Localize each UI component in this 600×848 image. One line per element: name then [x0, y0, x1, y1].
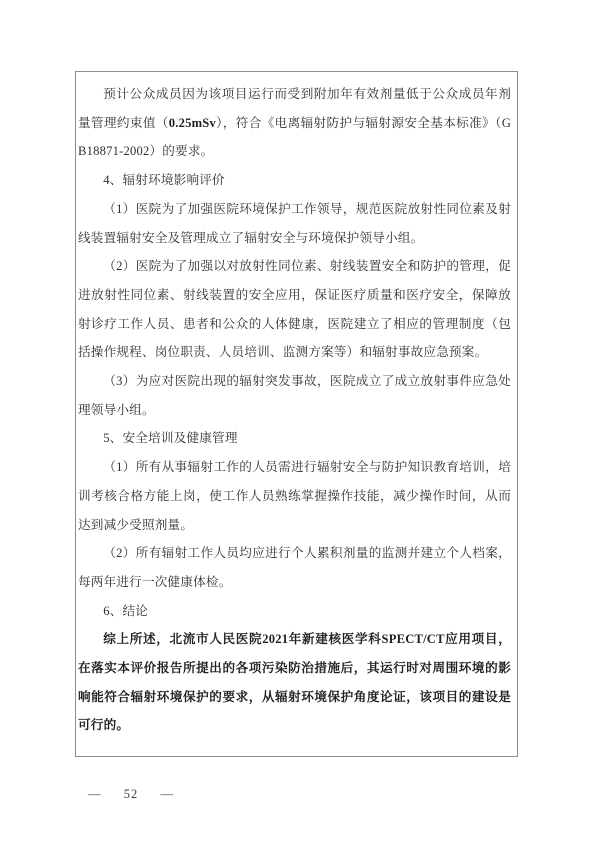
paragraph-item-4-2: （2）医院为了加强以对放射性同位素、射线装置安全和防护的管理，促进放射性同位素、射线装置的安全应用，保证医疗质量和医疗安全，保障放射诊疗工作人员、患者和公众的人体健康，医院建立了相应的管理制度（包括操作规程、岗位职责、人员培训、监测方案等）和辐射事故应急预案。 — [78, 259, 511, 360]
paragraph-item-4-3: （3）为应对医院出现的辐射突发事故，医院成立了成立放射事件应急处理领导小组。 — [78, 374, 511, 417]
paragraph-item-4-1: （1）医院为了加强医院环境保护工作领导，规范医院放射性同位素及射线装置辐射安全及管理成立了辐射安全与环境保护领导小组。 — [78, 201, 511, 245]
paragraph-text: 预计公众成员因为该项目运行而受到附加年有效剂量低于公众成员年剂量管理约束值（ — [78, 87, 511, 130]
section-heading-5: 5、安全培训及健康管理 — [103, 431, 238, 446]
section-heading-4: 4、辐射环境影响评价 — [103, 173, 225, 188]
paragraph-item-5-1: （1）所有从事辐射工作的人员需进行辐射安全与防护知识教育培训，培训考核合格方能上岗，使工作人员熟练掌握操作技能，减少操作时间，从而达到减少受照剂量。 — [78, 460, 511, 532]
paragraph-public-dose-limit — [78, 80, 511, 166]
paragraph-text: ），符合《电离辐射防护与辐射源安全基本标准》（GB18871-2002）的要求。 — [78, 115, 511, 159]
report-table-cell — [75, 71, 518, 757]
dose-limit-value: 0.25mSv — [168, 115, 216, 130]
paragraph-item-5-2: （2）所有辐射工作人员均应进行个人累积剂量的监测并建立个人档案，每两年进行一次健康体检。 — [78, 546, 511, 589]
page-number: — 52 — — [88, 787, 174, 801]
paragraph-conclusion: 综上所述，北流市人民医院2021年新建核医学科SPECT/CT应用项目，在落实本评价报告所提出的各项污染防治措施后，其运行时对周围环境的影响能符合辐射环境保护的要求，从辐射环境保护角度论证，该项目的建设是可行的。 — [78, 632, 511, 733]
section-heading-6: 6、结论 — [103, 603, 149, 618]
